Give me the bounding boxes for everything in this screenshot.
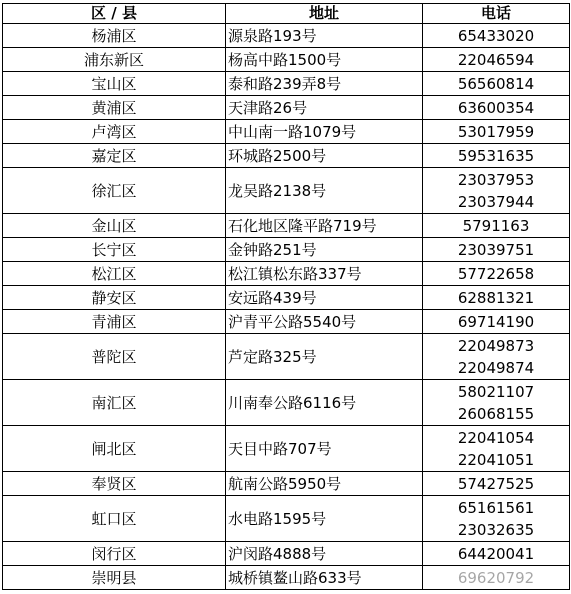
- phone-cell: [423, 496, 570, 542]
- address-cell: 松江镇松东路337号: [226, 262, 423, 286]
- phone-cell: [423, 214, 570, 238]
- table-body: [3, 24, 570, 590]
- phone-cell: [423, 48, 570, 72]
- address-cell: 城桥镇鳌山路633号: [226, 566, 423, 590]
- district-cell: 崇明县: [3, 566, 226, 590]
- phone-cell: [423, 120, 570, 144]
- header-address: 地址: [226, 4, 423, 24]
- district-cell: 宝山区: [3, 72, 226, 96]
- phone-number: 63600354: [457, 98, 535, 117]
- address-cell: 水电路1595号: [226, 496, 423, 542]
- phone-number: 23039751: [457, 240, 535, 259]
- phone-number: 57722658: [457, 264, 535, 283]
- phone-cell: [423, 380, 570, 426]
- address-cell: 天津路26号: [226, 96, 423, 120]
- phone-number: 23037944: [457, 192, 535, 211]
- table-row: [3, 496, 570, 542]
- district-cell: 嘉定区: [3, 144, 226, 168]
- phone-number: 62881321: [457, 288, 535, 307]
- phone-cell: [423, 238, 570, 262]
- phone-number: 69620792: [457, 568, 535, 587]
- phone-cell: [423, 96, 570, 120]
- district-cell: 普陀区: [3, 334, 226, 380]
- phone-number: 65161561: [457, 498, 535, 517]
- phone-number: 22049873: [457, 336, 535, 355]
- table-row: [3, 120, 570, 144]
- district-cell: 青浦区: [3, 310, 226, 334]
- district-cell: 闸北区: [3, 426, 226, 472]
- address-cell: 金钟路251号: [226, 238, 423, 262]
- table-row: [3, 238, 570, 262]
- directory-table: [2, 3, 570, 590]
- phone-cell: [423, 426, 570, 472]
- phone-number: 64420041: [457, 544, 535, 563]
- header-phone: 电话: [423, 4, 570, 24]
- address-cell: 天目中路707号: [226, 426, 423, 472]
- district-cell: 松江区: [3, 262, 226, 286]
- table-row: [3, 472, 570, 496]
- table-row: [3, 168, 570, 214]
- phone-number: 5791163: [462, 216, 530, 235]
- district-cell: 静安区: [3, 286, 226, 310]
- table-row: [3, 48, 570, 72]
- phone-number: 22041051: [457, 450, 535, 469]
- address-cell: 环城路2500号: [226, 144, 423, 168]
- phone-cell: [423, 168, 570, 214]
- phone-number: 58021107: [457, 382, 535, 401]
- district-cell: 卢湾区: [3, 120, 226, 144]
- phone-number: 22041054: [457, 428, 535, 447]
- phone-cell: [423, 542, 570, 566]
- address-cell: 石化地区隆平路719号: [226, 214, 423, 238]
- address-cell: 中山南一路1079号: [226, 120, 423, 144]
- district-cell: 长宁区: [3, 238, 226, 262]
- table-row: [3, 214, 570, 238]
- district-cell: 浦东新区: [3, 48, 226, 72]
- address-cell: 芦定路325号: [226, 334, 423, 380]
- table-row: [3, 334, 570, 380]
- table-row: [3, 286, 570, 310]
- district-cell: 虹口区: [3, 496, 226, 542]
- table-row: [3, 24, 570, 48]
- table-row: [3, 262, 570, 286]
- table-row: [3, 542, 570, 566]
- table-row: [3, 72, 570, 96]
- address-cell: 龙吴路2138号: [226, 168, 423, 214]
- phone-cell: [423, 334, 570, 380]
- table-row: [3, 96, 570, 120]
- phone-number: 53017959: [457, 122, 535, 141]
- phone-cell: [423, 24, 570, 48]
- district-cell: 金山区: [3, 214, 226, 238]
- phone-number: 23032635: [457, 520, 535, 539]
- district-cell: 黄浦区: [3, 96, 226, 120]
- district-cell: 奉贤区: [3, 472, 226, 496]
- header-row: [3, 4, 570, 24]
- phone-cell: [423, 310, 570, 334]
- header-district: 区 / 县: [3, 4, 226, 24]
- address-cell: 川南奉公路6116号: [226, 380, 423, 426]
- phone-cell: [423, 472, 570, 496]
- phone-number: 26068155: [457, 404, 535, 423]
- table-row: [3, 310, 570, 334]
- address-cell: 沪青平公路5540号: [226, 310, 423, 334]
- table-row: [3, 144, 570, 168]
- address-cell: 沪闵路4888号: [226, 542, 423, 566]
- phone-cell: [423, 144, 570, 168]
- phone-number: 56560814: [457, 74, 535, 93]
- address-cell: 航南公路5950号: [226, 472, 423, 496]
- district-cell: 杨浦区: [3, 24, 226, 48]
- phone-cell: [423, 262, 570, 286]
- table-row: [3, 566, 570, 590]
- district-cell: 闵行区: [3, 542, 226, 566]
- table-row: [3, 380, 570, 426]
- phone-number: 59531635: [457, 146, 535, 165]
- phone-cell: [423, 72, 570, 96]
- phone-number: 22049874: [457, 358, 535, 377]
- phone-number: 69714190: [457, 312, 535, 331]
- phone-number: 22046594: [457, 50, 535, 69]
- district-cell: 南汇区: [3, 380, 226, 426]
- phone-number: 57427525: [457, 474, 535, 493]
- phone-cell: [423, 566, 570, 590]
- address-cell: 杨高中路1500号: [226, 48, 423, 72]
- phone-cell: [423, 286, 570, 310]
- phone-number: 23037953: [457, 170, 535, 189]
- address-cell: 泰和路239弄8号: [226, 72, 423, 96]
- table-row: [3, 426, 570, 472]
- address-cell: 安远路439号: [226, 286, 423, 310]
- district-cell: 徐汇区: [3, 168, 226, 214]
- address-cell: 源泉路193号: [226, 24, 423, 48]
- phone-number: 65433020: [457, 26, 535, 45]
